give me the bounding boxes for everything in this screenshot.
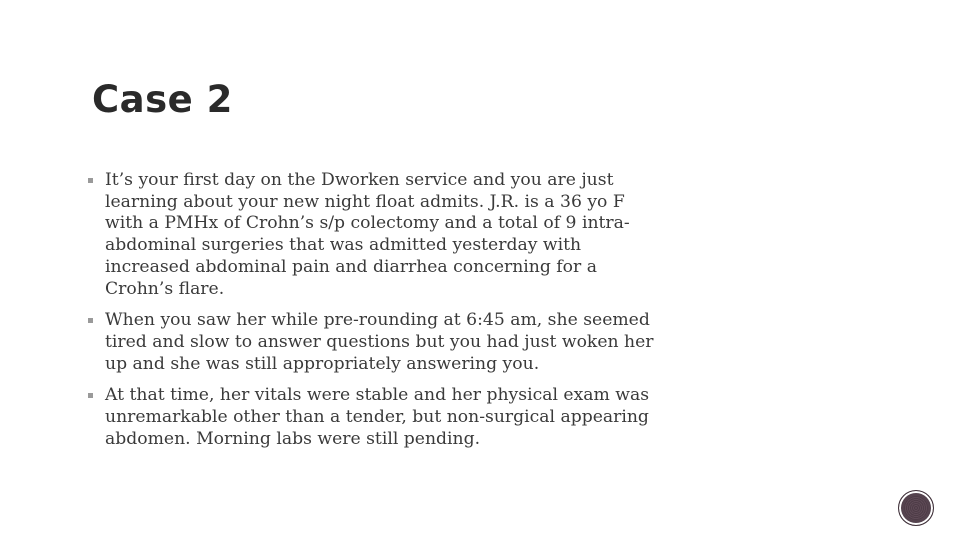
bullet-item: [88, 385, 668, 450]
bullet-marker-icon: [88, 178, 93, 183]
slide-title: Case 2: [92, 78, 233, 121]
bullet-marker-icon: [88, 393, 93, 398]
bullet-text: It’s your first day on the Dworken service and you are just learning about your new night float admits. J.R. is a 36 yo F with a PMHx of Crohn’s s/p colectomy and a total of 9 intra-abdominal surgeries that was admitted yesterday with increased abdominal pain and diarrhea concerning for a Crohn’s flare.: [105, 170, 630, 299]
bullet-marker-icon: [88, 318, 93, 323]
slide-nav-button[interactable]: [898, 490, 934, 526]
bullet-item: [88, 170, 668, 300]
bullet-item: [88, 310, 668, 375]
bullet-text: When you saw her while pre-rounding at 6:45 am, she seemed tired and slow to answer questions but you had just woken her up and she was still appropriately answering you.: [105, 310, 654, 374]
bullet-list: [88, 170, 668, 460]
bullet-text: At that time, her vitals were stable and her physical exam was unremarkable other than a tender, but non-surgical appearing abdomen. Morning labs were still pending.: [105, 385, 650, 449]
